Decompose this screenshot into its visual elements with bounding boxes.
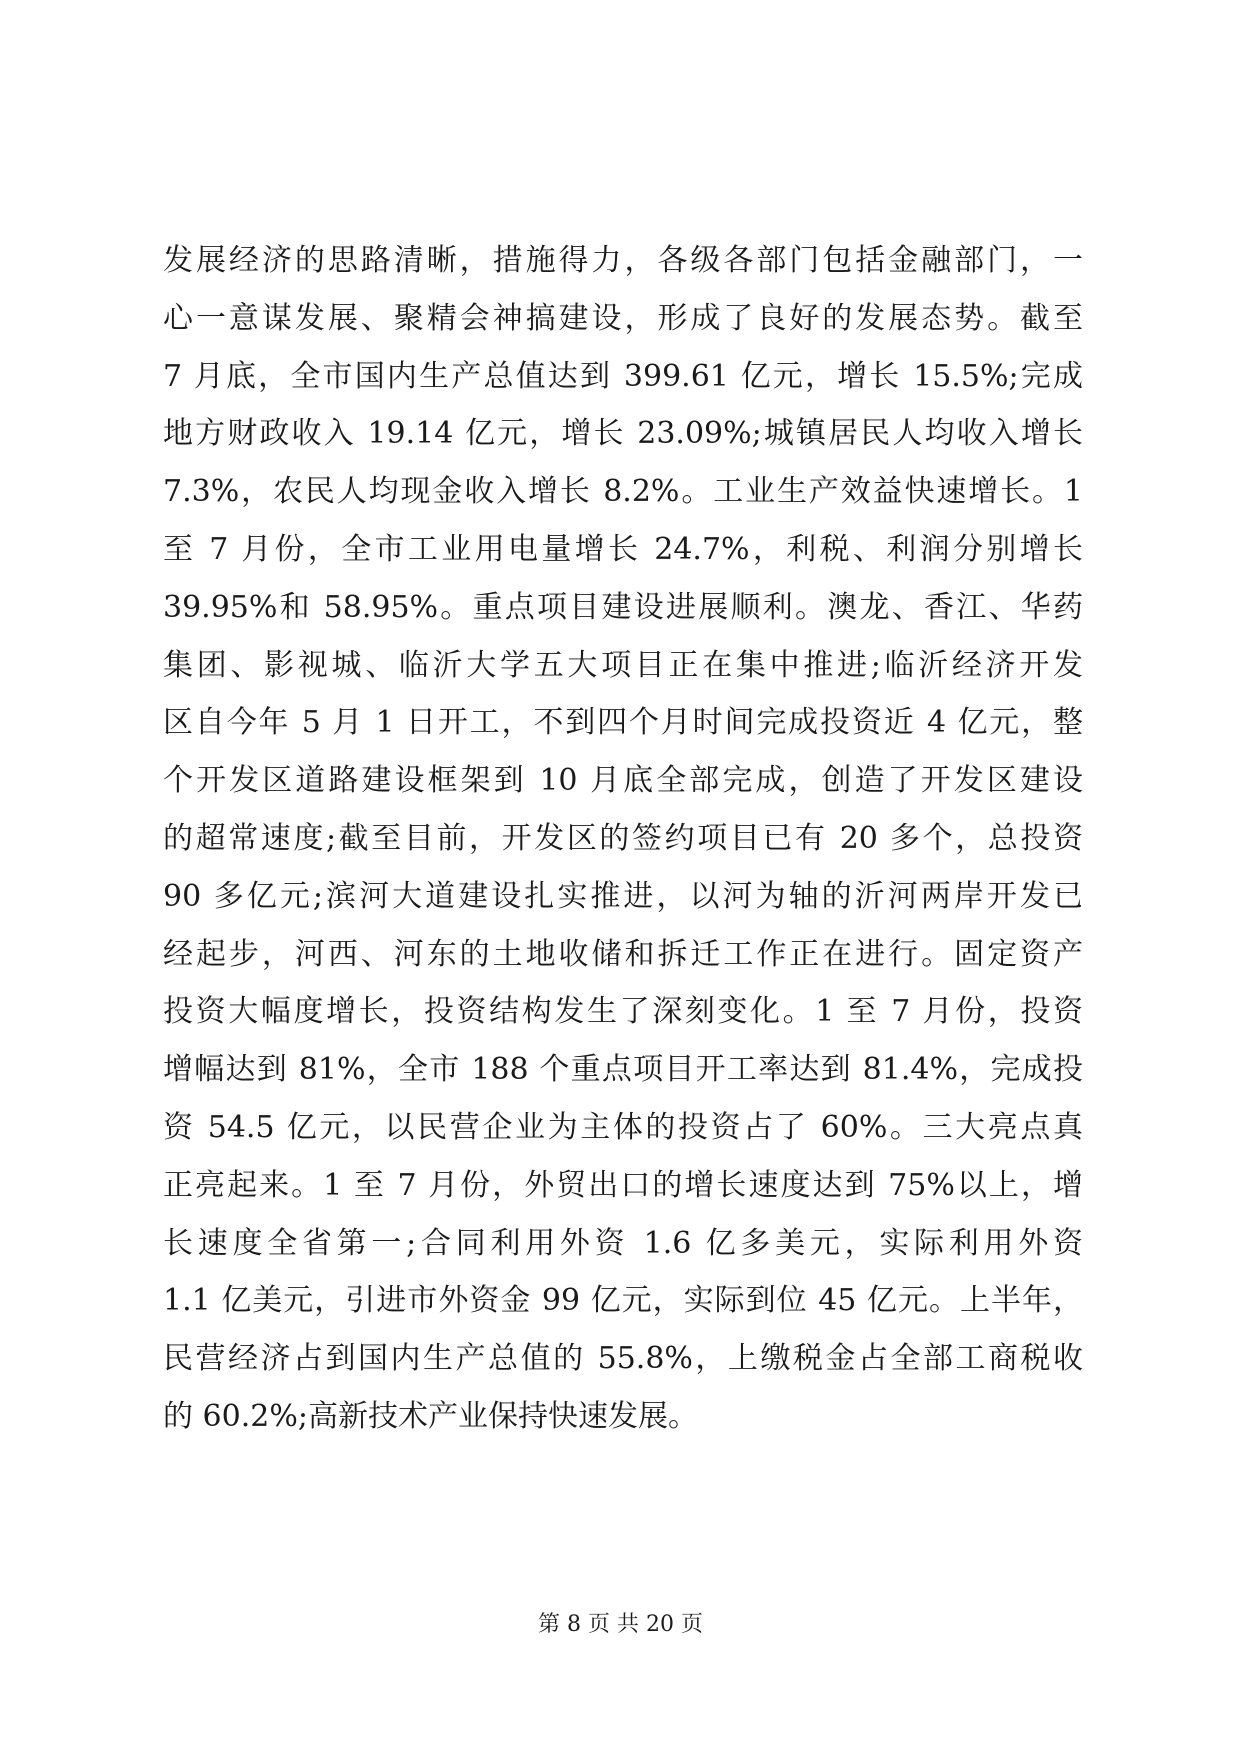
- text-line-15: 增幅达到 81%，全市 188 个重点项目开工率达到 81.4%，完成投: [163, 1052, 1083, 1088]
- text-line-6: 至 7 月份，全市工业用电量增长 24.7%，利税、利润分别增长: [163, 531, 1083, 567]
- text-line-19: 1.1 亿美元，引进市外资金 99 亿元，实际到位 45 亿元。上半年，: [163, 1283, 1083, 1319]
- text-line-5: 7.3%，农民人均现金收入增长 8.2%。工业生产效益快速增长。1: [163, 474, 1083, 510]
- text-line-3: 7 月底，全市国内生产总值达到 399.61 亿元，增长 15.5%;完成: [163, 358, 1083, 394]
- text-line-17: 正亮起来。1 至 7 月份，外贸出口的增长速度达到 75%以上，增: [163, 1167, 1083, 1203]
- text-line-7: 39.95%和 58.95%。重点项目建设进展顺利。澳龙、香江、华药: [163, 589, 1083, 625]
- text-line-18: 长速度全省第一;合同利用外资 1.6 亿多美元，实际利用外资: [163, 1225, 1083, 1261]
- text-line-21: 的 60.2%;高新技术产业保持快速发展。: [163, 1398, 698, 1434]
- text-line-2: 心一意谋发展、聚精会神搞建设，形成了良好的发展态势。截至: [163, 300, 1083, 336]
- page-footer: [0, 1610, 1241, 1640]
- text-line-12: 90 多亿元;滨河大道建设扎实推进，以河为轴的沂河两岸开发已: [163, 878, 1083, 914]
- body-paragraph: [163, 232, 1083, 1446]
- text-line-10: 个开发区道路建设框架到 10 月底全部完成，创造了开发区建设: [163, 763, 1083, 799]
- page-number-label: 第 8 页 共 20 页: [538, 1612, 703, 1637]
- text-line-11: 的超常速度;截至目前，开发区的签约项目已有 20 多个，总投资: [163, 820, 1083, 856]
- text-line-20: 民营经济占到国内生产总值的 55.8%，上缴税金占全部工商税收: [163, 1341, 1083, 1377]
- text-line-14: 投资大幅度增长，投资结构发生了深刻变化。1 至 7 月份，投资: [163, 994, 1083, 1030]
- text-line-9: 区自今年 5 月 1 日开工，不到四个月时间完成投资近 4 亿元，整: [163, 705, 1083, 741]
- text-line-4: 地方财政收入 19.14 亿元，增长 23.09%;城镇居民人均收入增长: [163, 416, 1083, 452]
- text-line-16: 资 54.5 亿元，以民营企业为主体的投资占了 60%。三大亮点真: [163, 1109, 1083, 1145]
- text-line-13: 经起步，河西、河东的土地收储和拆迁工作正在进行。固定资产: [163, 936, 1083, 972]
- text-line-8: 集团、影视城、临沂大学五大项目正在集中推进;临沂经济开发: [163, 647, 1083, 683]
- text-line-1: 发展经济的思路清晰，措施得力，各级各部门包括金融部门，一: [163, 243, 1083, 278]
